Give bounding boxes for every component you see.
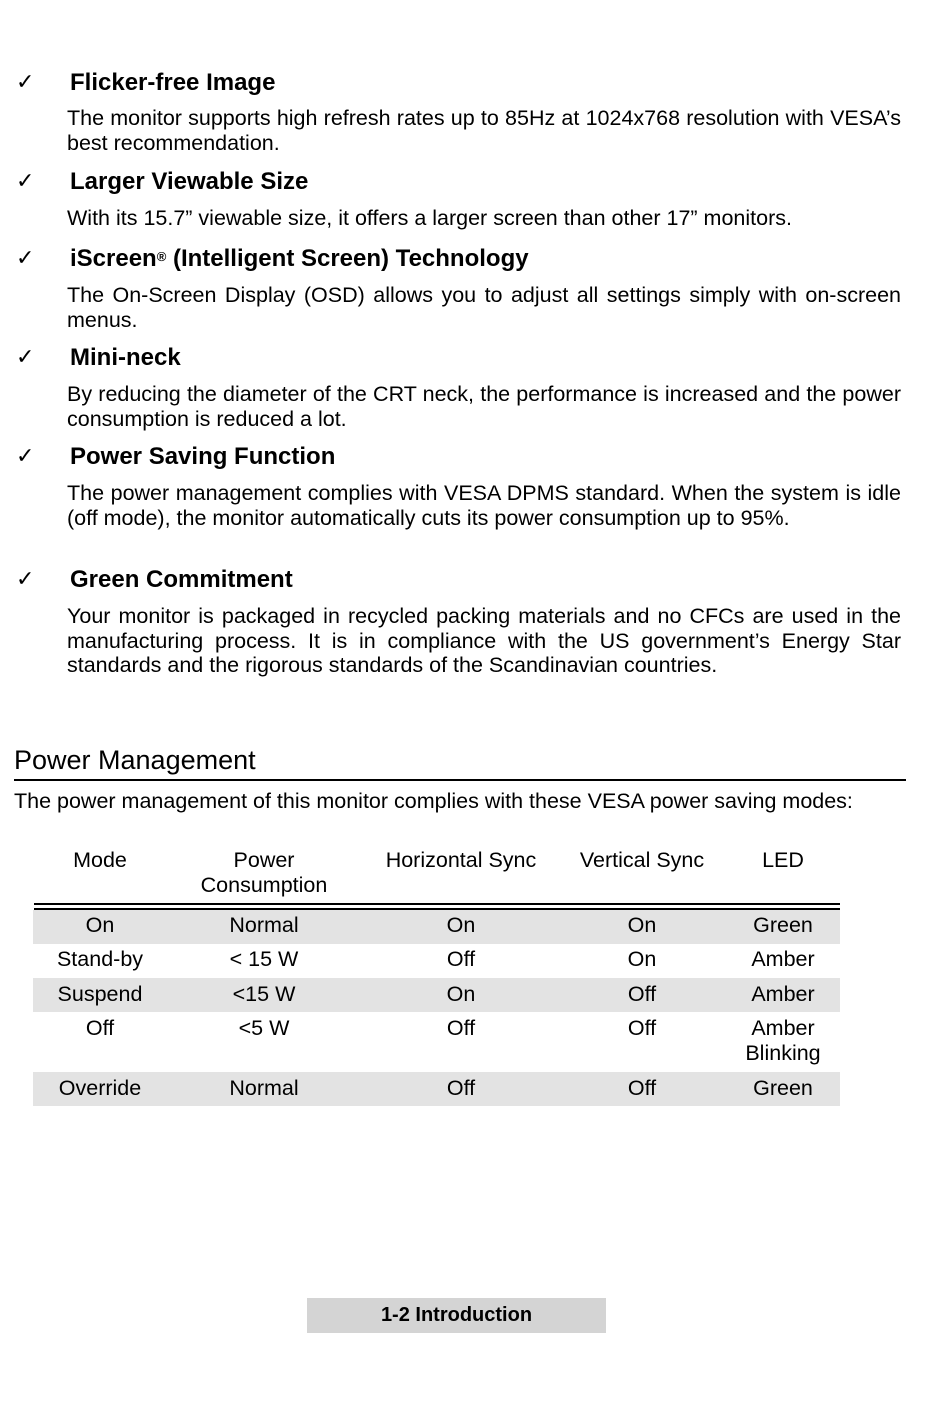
cell-mode: Off bbox=[85, 1016, 115, 1040]
cell-vsync: On bbox=[627, 913, 657, 937]
feature-body: The monitor supports high refresh rates up to 85Hz at 1024x768 resolution with VESA’s best recommendation. bbox=[67, 106, 901, 155]
feature-body: Your monitor is packaged in recycled packing materials and no CFCs are used in the manufacturing process. It is in compliance with the US government’s Energy Star standards and the rigorous standards of the Scandinavian countries. bbox=[67, 604, 901, 677]
feature-title: Green Commitment bbox=[70, 566, 293, 593]
checkmark-icon: ✓ bbox=[16, 444, 35, 469]
cell-led: Amber Blinking bbox=[745, 1016, 821, 1065]
registered-mark: ® bbox=[156, 249, 167, 264]
cell-mode: Stand-by bbox=[56, 947, 144, 971]
feature-body: With its 15.7” viewable size, it offers a larger screen than other 17” monitors. bbox=[67, 206, 792, 230]
feature-title: Flicker-free Image bbox=[70, 69, 276, 96]
section-intro: The power management of this monitor complies with these VESA power saving modes: bbox=[14, 789, 853, 813]
cell-vsync: Off bbox=[627, 1076, 657, 1100]
table-header-rule bbox=[34, 903, 840, 905]
feature-body: The On-Screen Display (OSD) allows you to adjust all settings simply with on-screen menus. bbox=[67, 283, 901, 332]
cell-power: < 15 W bbox=[229, 947, 299, 971]
cell-mode: On bbox=[85, 913, 115, 937]
checkmark-icon: ✓ bbox=[16, 70, 35, 95]
cell-power: Normal bbox=[229, 1076, 299, 1100]
feature-title-prefix: iScreen bbox=[70, 245, 157, 272]
cell-hsync: Off bbox=[446, 1016, 476, 1040]
table-row bbox=[33, 944, 840, 978]
header-vertical-sync: Vertical Sync bbox=[579, 848, 705, 872]
table-row bbox=[33, 910, 840, 944]
cell-power: Normal bbox=[229, 913, 299, 937]
cell-hsync: Off bbox=[446, 947, 476, 971]
cell-power: <5 W bbox=[238, 1016, 290, 1040]
cell-led: Green bbox=[753, 1076, 813, 1100]
cell-vsync: Off bbox=[627, 1016, 657, 1040]
cell-vsync: Off bbox=[627, 982, 657, 1006]
feature-title-suffix: (Intelligent Screen) Technology bbox=[166, 245, 529, 272]
header-horizontal-sync: Horizontal Sync bbox=[385, 848, 537, 872]
cell-power: <15 W bbox=[232, 982, 296, 1006]
header-mode: Mode bbox=[73, 848, 127, 872]
header-led: LED bbox=[762, 848, 804, 872]
cell-led: Green bbox=[753, 913, 813, 937]
feature-body: By reducing the diameter of the CRT neck, the performance is increased and the power consumption is reduced a lot. bbox=[67, 382, 901, 431]
checkmark-icon: ✓ bbox=[16, 169, 35, 194]
cell-mode: Suspend bbox=[57, 982, 143, 1006]
checkmark-icon: ✓ bbox=[16, 246, 35, 271]
feature-body: The power management complies with VESA DPMS standard. When the system is idle (off mode), the monitor automatically cuts its power consumption up to 95%. bbox=[67, 481, 901, 530]
feature-title: Power Saving Function bbox=[70, 443, 336, 470]
table-row bbox=[33, 1012, 840, 1072]
cell-vsync: On bbox=[627, 947, 657, 971]
cell-hsync: Off bbox=[446, 1076, 476, 1100]
cell-hsync: On bbox=[446, 913, 476, 937]
feature-title: Larger Viewable Size bbox=[70, 168, 309, 195]
cell-mode: Override bbox=[58, 1076, 142, 1100]
cell-led: Amber bbox=[751, 982, 815, 1006]
cell-hsync: On bbox=[446, 982, 476, 1006]
checkmark-icon: ✓ bbox=[16, 345, 35, 370]
feature-title bbox=[70, 245, 529, 273]
table-row bbox=[33, 1072, 840, 1106]
section-divider bbox=[14, 779, 906, 781]
checkmark-icon: ✓ bbox=[16, 567, 35, 592]
cell-led: Amber bbox=[751, 947, 815, 971]
feature-title: Mini-neck bbox=[70, 344, 181, 371]
table-row bbox=[33, 978, 840, 1012]
page-footer-label: 1-2 Introduction bbox=[307, 1298, 606, 1333]
section-title: Power Management bbox=[14, 745, 256, 775]
header-power-consumption: Power Consumption bbox=[200, 848, 328, 897]
